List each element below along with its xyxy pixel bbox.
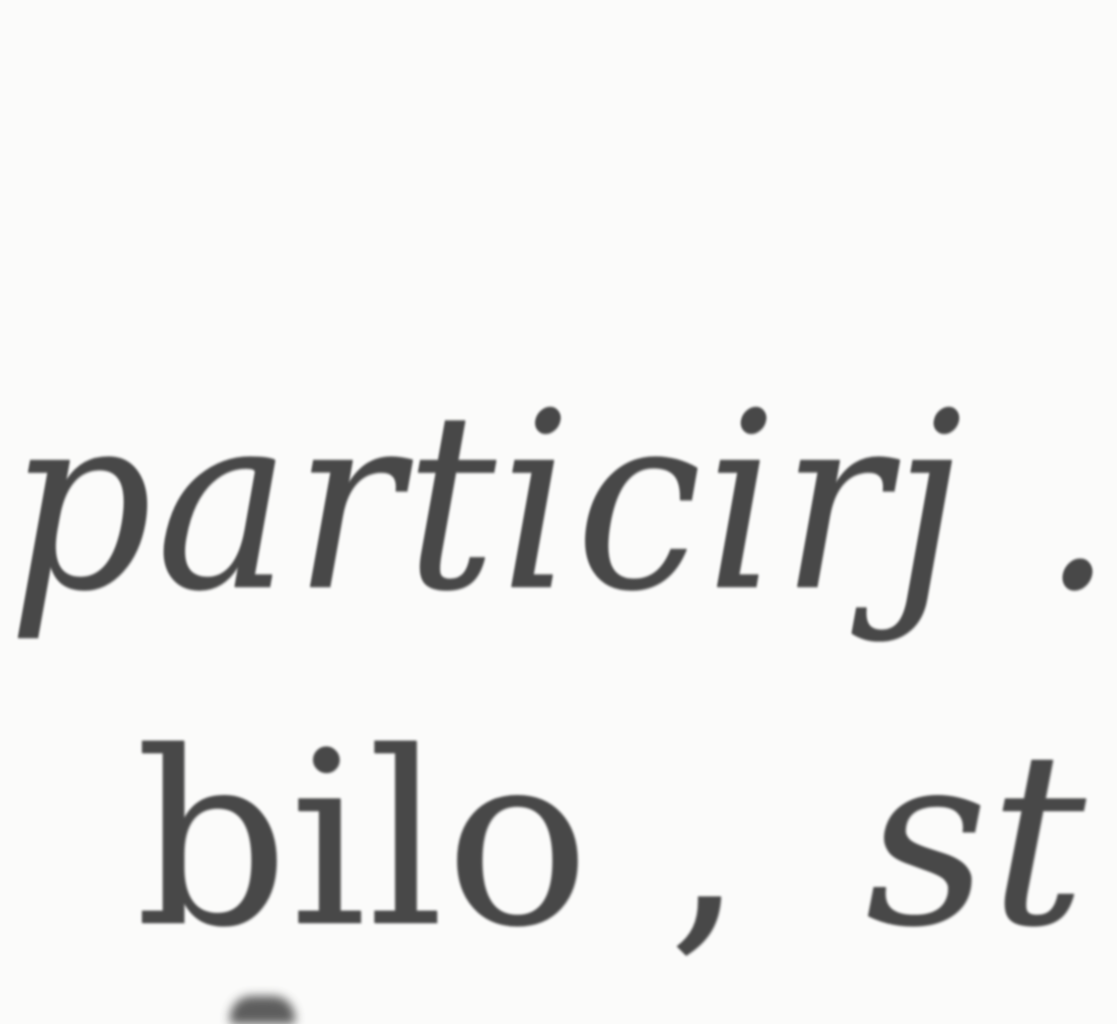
second-text-line [135,700,1087,980]
roman-word: bilo , [135,700,746,980]
italic-word-line: particirj . [8,360,1117,645]
partial-next-line-ink [230,996,295,1024]
cutoff-word: st [865,700,1087,980]
